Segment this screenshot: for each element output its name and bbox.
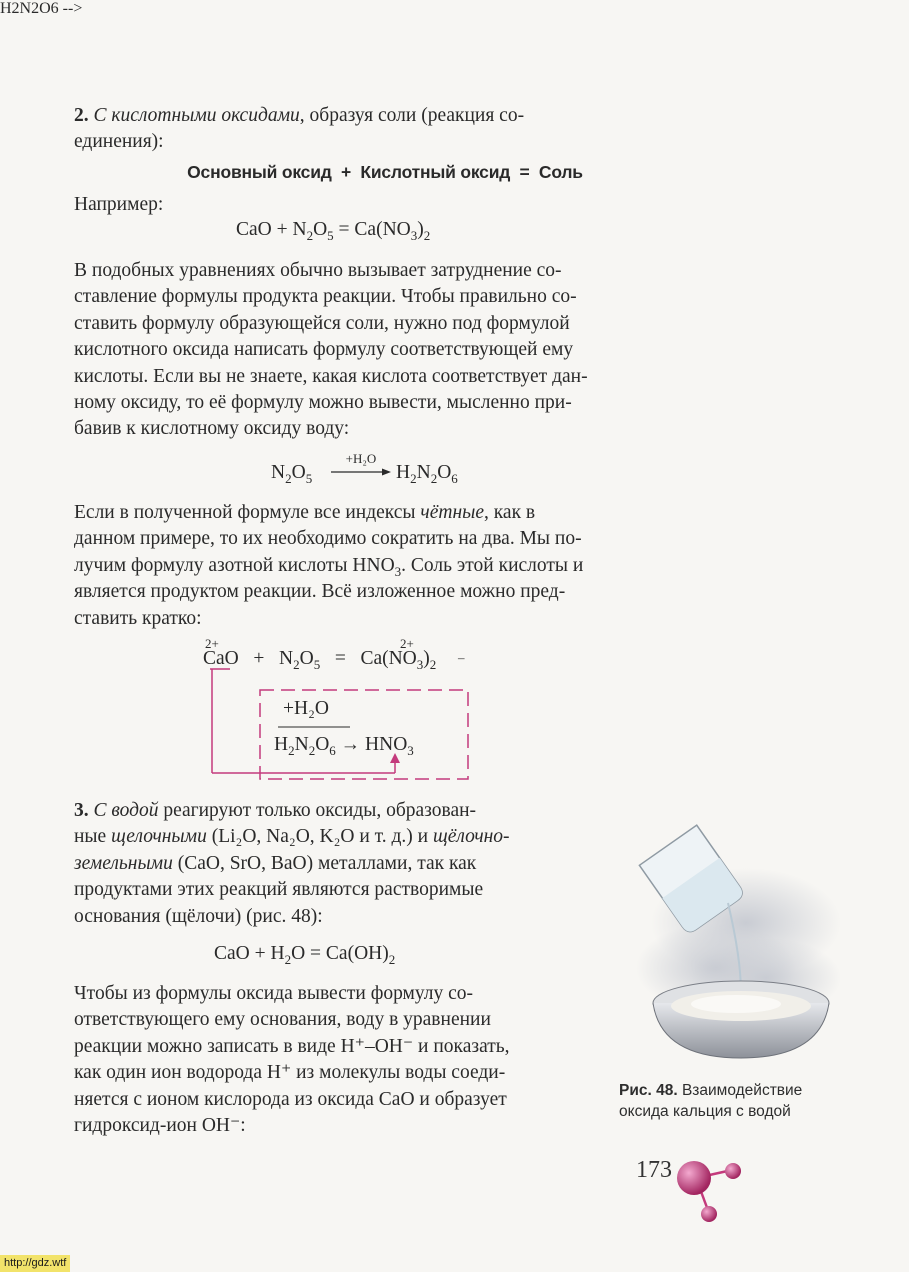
section-text-line2: единения): bbox=[74, 131, 164, 153]
equation-n2o5-water: $N_2O_5$ bbox=[271, 462, 313, 486]
para-line: продуктами этих реакций являются растворимые bbox=[74, 879, 484, 901]
equation-cao-n2o5: CaO + $N_2O_5 = Ca(NO_3)_2$ bbox=[236, 219, 431, 243]
molecule-decoration-icon bbox=[674, 1158, 749, 1228]
page-number: 173 bbox=[636, 1157, 672, 1183]
rule-acid-oxide: Кислотный оксид bbox=[360, 162, 511, 182]
para-line: ному оксиду, то её формулу можно вывести, мысленно при- bbox=[74, 392, 572, 414]
scheme-acid-conversion: $H_2N_2O_6 \to HNO_3$ bbox=[274, 734, 414, 758]
arrow-label: +H₂O bbox=[345, 451, 377, 466]
source-watermark: http://gdz.wtf bbox=[0, 1255, 70, 1272]
figure-caption-text: Взаимодействие bbox=[677, 1082, 803, 1099]
para-line: лучим формулу азотной кислоты HNO bbox=[74, 554, 395, 576]
para-line: основания (щёлочи) (рис. 48): bbox=[74, 905, 323, 927]
section-3-paragraph bbox=[74, 798, 577, 930]
scheme-lines bbox=[200, 665, 480, 785]
example-label: Например: bbox=[74, 194, 164, 215]
figure-caption-text: оксида кальция с водой bbox=[619, 1103, 791, 1120]
para-line: является продуктом реакции. Всё изложенное можно пред- bbox=[74, 581, 566, 603]
term-alkaline-earth: щёлочно- bbox=[432, 826, 510, 848]
reaction-arrow bbox=[329, 466, 393, 478]
rule-plus: + bbox=[340, 162, 352, 182]
para-line: ставить формулу образующейся соли, нужно под формулой bbox=[74, 312, 570, 334]
charge-ca-right: 2+ bbox=[400, 636, 414, 651]
para-line: ные bbox=[74, 826, 112, 848]
para-line: данном примере, то их необходимо сократить на два. Мы по- bbox=[74, 528, 582, 550]
para-line: Чтобы из формулы оксида вывести формулу со- bbox=[74, 983, 474, 1004]
section-italic-term: С кислотными оксидами bbox=[93, 105, 300, 126]
section-text-line1: , образуя соли (реакция со- bbox=[299, 105, 525, 126]
para-line: В подобных уравнениях обычно вызывает затруднение со- bbox=[74, 260, 562, 281]
para-line: (CaO, SrO, BaO) металлами, так как bbox=[172, 852, 477, 874]
rule-equals: = bbox=[519, 162, 530, 182]
section-number: 2. bbox=[74, 105, 89, 126]
term-water: С водой bbox=[93, 800, 159, 821]
formula-h2n2o6: $H_2N_2O_6$ bbox=[396, 462, 458, 486]
scheme-plus: + bbox=[253, 648, 265, 669]
para-line: кислотного оксида написать формулу соответствующей ему bbox=[74, 339, 574, 361]
section-number: 3. bbox=[74, 800, 89, 821]
para-line: гидроксид-ион OH⁻: bbox=[74, 1115, 246, 1137]
para-line: реагируют только оксиды, образован- bbox=[158, 800, 477, 821]
equation-cao-water: CaO + $H_2O = Ca(OH)_2$ bbox=[214, 943, 396, 967]
paragraph-difficulty bbox=[74, 258, 668, 443]
scheme-water: +H₂O bbox=[283, 698, 329, 719]
rule-basic-oxide: Основный оксид bbox=[187, 162, 332, 182]
rule-salt: Соль bbox=[538, 162, 583, 182]
para-line: как один ион водорода H⁺ из молекулы воды соеди- bbox=[74, 1062, 506, 1084]
scheme-equals: = bbox=[334, 648, 346, 669]
para-line: . Соль этой кислоты и bbox=[401, 554, 584, 576]
paragraph-even-indices: Если в полученной формуле все индексы чётные, как в данном примере, то их необходимо сократить на два. Мы по- лучим формулу азотной кислоты $HNO_3$. Соль этой кислоты и является продуктом реакции. Всё изложенное можно пред- ставить кратко: bbox=[74, 502, 584, 629]
para-line: реакции можно записать в виде H⁺–OH⁻ и показать, bbox=[74, 1035, 510, 1057]
figure-caption bbox=[619, 1080, 839, 1122]
scheme-equation: CaO + $N_2O_5$ = $Ca(NO_3)_2$ bbox=[203, 648, 437, 672]
para-line: ставление формулы продукта реакции. Чтобы правильно со- bbox=[74, 286, 577, 308]
para-line: Если в полученной формуле все индексы bbox=[74, 502, 421, 523]
section-2-paragraph bbox=[74, 103, 668, 156]
para-line: няется с ионом кислорода из оксида CaO и образует bbox=[74, 1088, 507, 1110]
rule-equation bbox=[120, 162, 650, 183]
term-alkaline-earth-2: земельными bbox=[74, 852, 173, 874]
scheme-arrow: → bbox=[340, 734, 361, 755]
para-line: , как в bbox=[484, 502, 536, 523]
charge-ca-left: 2+ bbox=[205, 636, 219, 651]
para-line: бавив к кислотному оксиду воду: bbox=[74, 418, 350, 440]
term-alkali: щелочными bbox=[111, 826, 207, 848]
para-line: ответствующего ему основания, воду в уравнении bbox=[74, 1009, 491, 1031]
paragraph-base bbox=[74, 981, 577, 1139]
figure-label: Рис. 48. bbox=[619, 1082, 678, 1099]
para-line: кислоты. Если вы не знаете, какая кислота соответствует дан- bbox=[74, 365, 588, 387]
charge-no3: – bbox=[458, 650, 465, 665]
term-even: чётные bbox=[420, 502, 484, 523]
para-line: (Li₂O, Na₂O, K₂O и т. д.) и bbox=[206, 826, 433, 848]
para-line: ставить кратко: bbox=[74, 607, 202, 629]
figure-illustration bbox=[616, 818, 856, 1063]
